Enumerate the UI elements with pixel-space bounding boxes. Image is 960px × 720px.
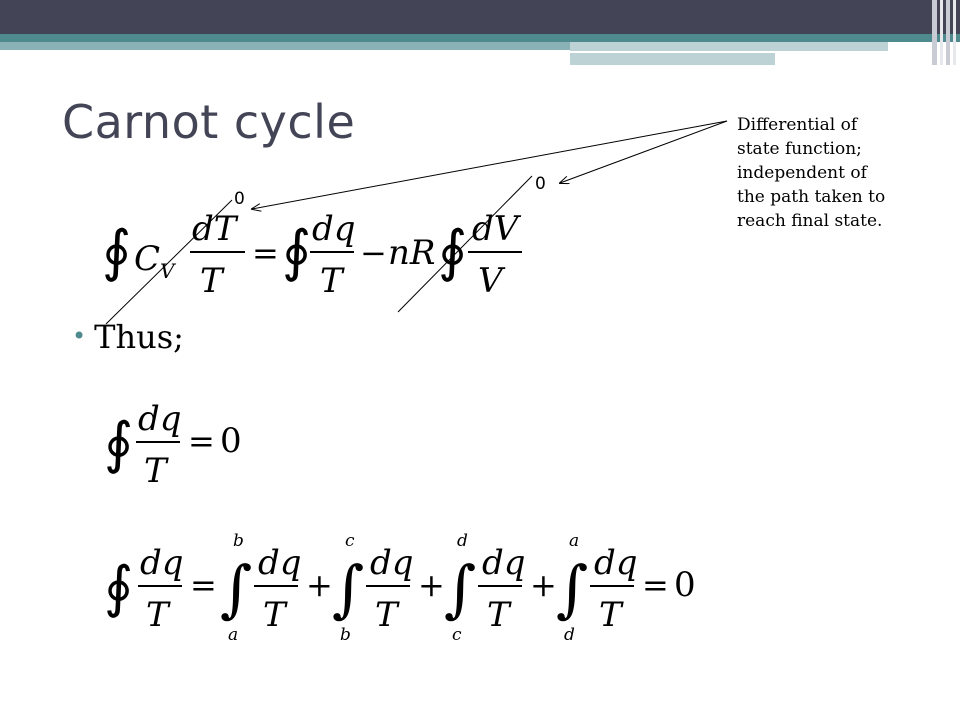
annotation-line: reach final state.	[737, 211, 883, 231]
eq-symbol: d	[457, 531, 468, 551]
eq-symbol: T	[320, 261, 343, 301]
eq-symbol: a	[569, 531, 580, 551]
eq-symbol: =	[190, 566, 217, 604]
bullet-dot-icon: •	[72, 322, 87, 350]
eq-symbol: =	[642, 566, 669, 604]
zero-label-first: 0	[234, 189, 245, 209]
eq-symbol: d	[564, 625, 575, 645]
eq-symbol: T	[146, 595, 169, 635]
eq-symbol: =	[252, 234, 279, 272]
contour-integral-symbol: ∮	[438, 219, 468, 284]
contour-integral-symbol: ∮	[104, 411, 134, 476]
integral-symbol: ∫	[332, 552, 365, 625]
contour-integral-symbol: ∮	[104, 555, 134, 620]
eq-symbol: +	[418, 566, 445, 604]
annotation-line: state function;	[737, 139, 862, 159]
eq-symbol: +	[530, 566, 557, 604]
eq-symbol: T	[263, 595, 286, 635]
eq-symbol: b	[340, 625, 351, 645]
eq-symbol: dq	[258, 543, 302, 583]
contour-integral-symbol: ∮	[282, 219, 312, 284]
eq-symbol: T	[144, 451, 167, 491]
annotation-line: Differential of	[737, 115, 858, 135]
eq-symbol: T	[200, 261, 223, 301]
eq-symbol: 0	[674, 565, 696, 605]
eq-symbol: dq	[482, 543, 526, 583]
annotation-line: the path taken to	[737, 187, 886, 207]
annotation-line: independent of	[737, 163, 867, 183]
eq-symbol: nR	[388, 233, 436, 273]
equation-2	[104, 399, 242, 491]
eq-symbol: a	[228, 625, 239, 645]
eq-symbol: c	[345, 531, 355, 551]
integral-symbol: ∫	[556, 552, 589, 625]
eq-symbol: T	[375, 595, 398, 635]
arrow-to-first-term	[252, 121, 727, 209]
eq-symbol: dT	[192, 209, 237, 249]
integral-symbol: ∫	[220, 552, 253, 625]
integral-symbol: ∫	[444, 552, 477, 625]
eq-symbol: dq	[594, 543, 638, 583]
equation-1	[102, 209, 522, 301]
eq-symbol: 0	[220, 421, 242, 461]
eq-symbol: dq	[138, 399, 182, 439]
contour-integral-symbol: ∮	[102, 219, 132, 284]
eq-symbol: c	[452, 625, 462, 645]
eq-symbol: dV	[472, 209, 519, 249]
eq-symbol: =	[188, 422, 215, 460]
eq-symbol: +	[306, 566, 333, 604]
eq-symbol: V	[478, 261, 503, 301]
eq-symbol: dq	[140, 543, 184, 583]
slide-title: Carnot cycle	[62, 95, 356, 149]
arrow-to-last-term	[560, 121, 727, 183]
zero-label-second: 0	[535, 174, 546, 194]
eq-symbol: C	[134, 239, 161, 279]
bullet-text: Thus;	[94, 318, 184, 356]
equation-3	[104, 531, 696, 645]
eq-symbol: dq	[312, 209, 356, 249]
eq-symbol: T	[487, 595, 510, 635]
eq-symbol: T	[599, 595, 622, 635]
eq-symbol: −	[360, 234, 387, 272]
eq-symbol: b	[233, 531, 244, 551]
eq-symbol: dq	[370, 543, 414, 583]
eq-symbol: V	[160, 259, 175, 283]
